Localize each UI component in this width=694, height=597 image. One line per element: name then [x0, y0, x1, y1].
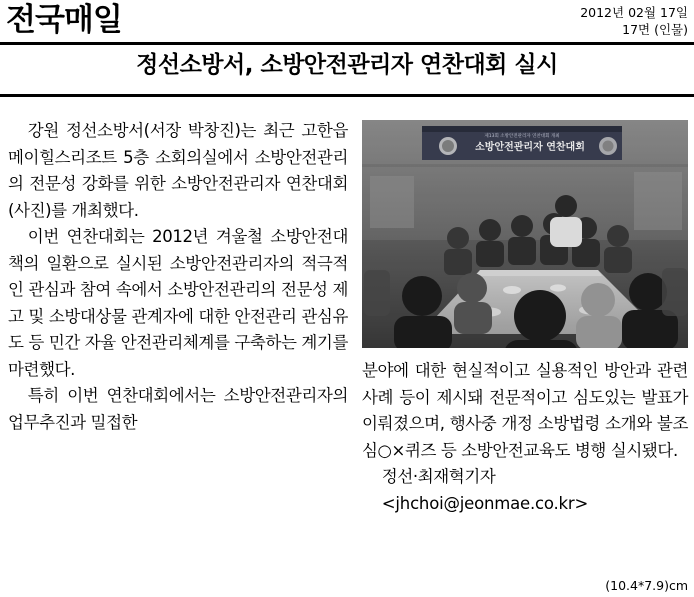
article-body-right-column: [362, 358, 688, 517]
article-body-left-column: [8, 118, 348, 436]
paragraph: 분야에 대한 현실적이고 실용적인 방안과 관련사례 등이 제시돼 전문적이고 심도있는 발표가 이뤄졌으며, 행사중 개정 소방법령 소개와 불조심○×퀴즈 등 소방안전교육도 병행 실시됐다.: [362, 361, 688, 460]
clipping-size-note: (10.4*7.9)cm: [605, 578, 688, 593]
byline: 정선‧최재혁기자: [381, 467, 496, 486]
paragraph: 특히 이번 연찬대회에서는 소방안전관리자의 업무추진과 밀접한: [8, 386, 348, 432]
svg-text:제13회 소방안전관리자 연찬대회 개최: 제13회 소방안전관리자 연찬대회 개최: [484, 134, 560, 139]
dateline-date: 2012년 02월 17일: [580, 5, 688, 20]
dateline: [580, 4, 688, 38]
masthead-title: 전국매일: [6, 2, 122, 38]
article-photo: [362, 120, 688, 348]
dateline-page: 17면 (인물): [622, 22, 688, 37]
paragraph: 이번 연찬대회는 2012년 겨울철 소방안전대책의 일환으로 실시된 소방안전관리자의 적극적인 관심과 참여 속에서 소방안전관리의 전문성 제고 및 소방대상물 관계자에 대한 안전관리 관심유도 등 민간 자율 안전관리체계를 구축하는 계기를 마련했다.: [8, 227, 348, 379]
reporter-email: <jhchoi@jeonmae.co.kr>: [381, 493, 589, 513]
svg-text:소방안전관리자 연찬대회: 소방안전관리자 연찬대회: [475, 142, 585, 153]
paragraph: 강원 정선소방서(서장 박창진)는 최근 고한읍 메이힐스리조트 5층 소회의실에서 소방안전관리의 전문성 강화를 위한 소방안전관리자 연찬대회(사진)를 개최했다.: [8, 121, 348, 220]
article-headline: 정선소방서, 소방안전관리자 연찬대회 실시: [136, 52, 558, 78]
masthead-divider: [0, 42, 694, 45]
photo-illustration: [362, 120, 688, 348]
headline-divider: [0, 94, 694, 97]
